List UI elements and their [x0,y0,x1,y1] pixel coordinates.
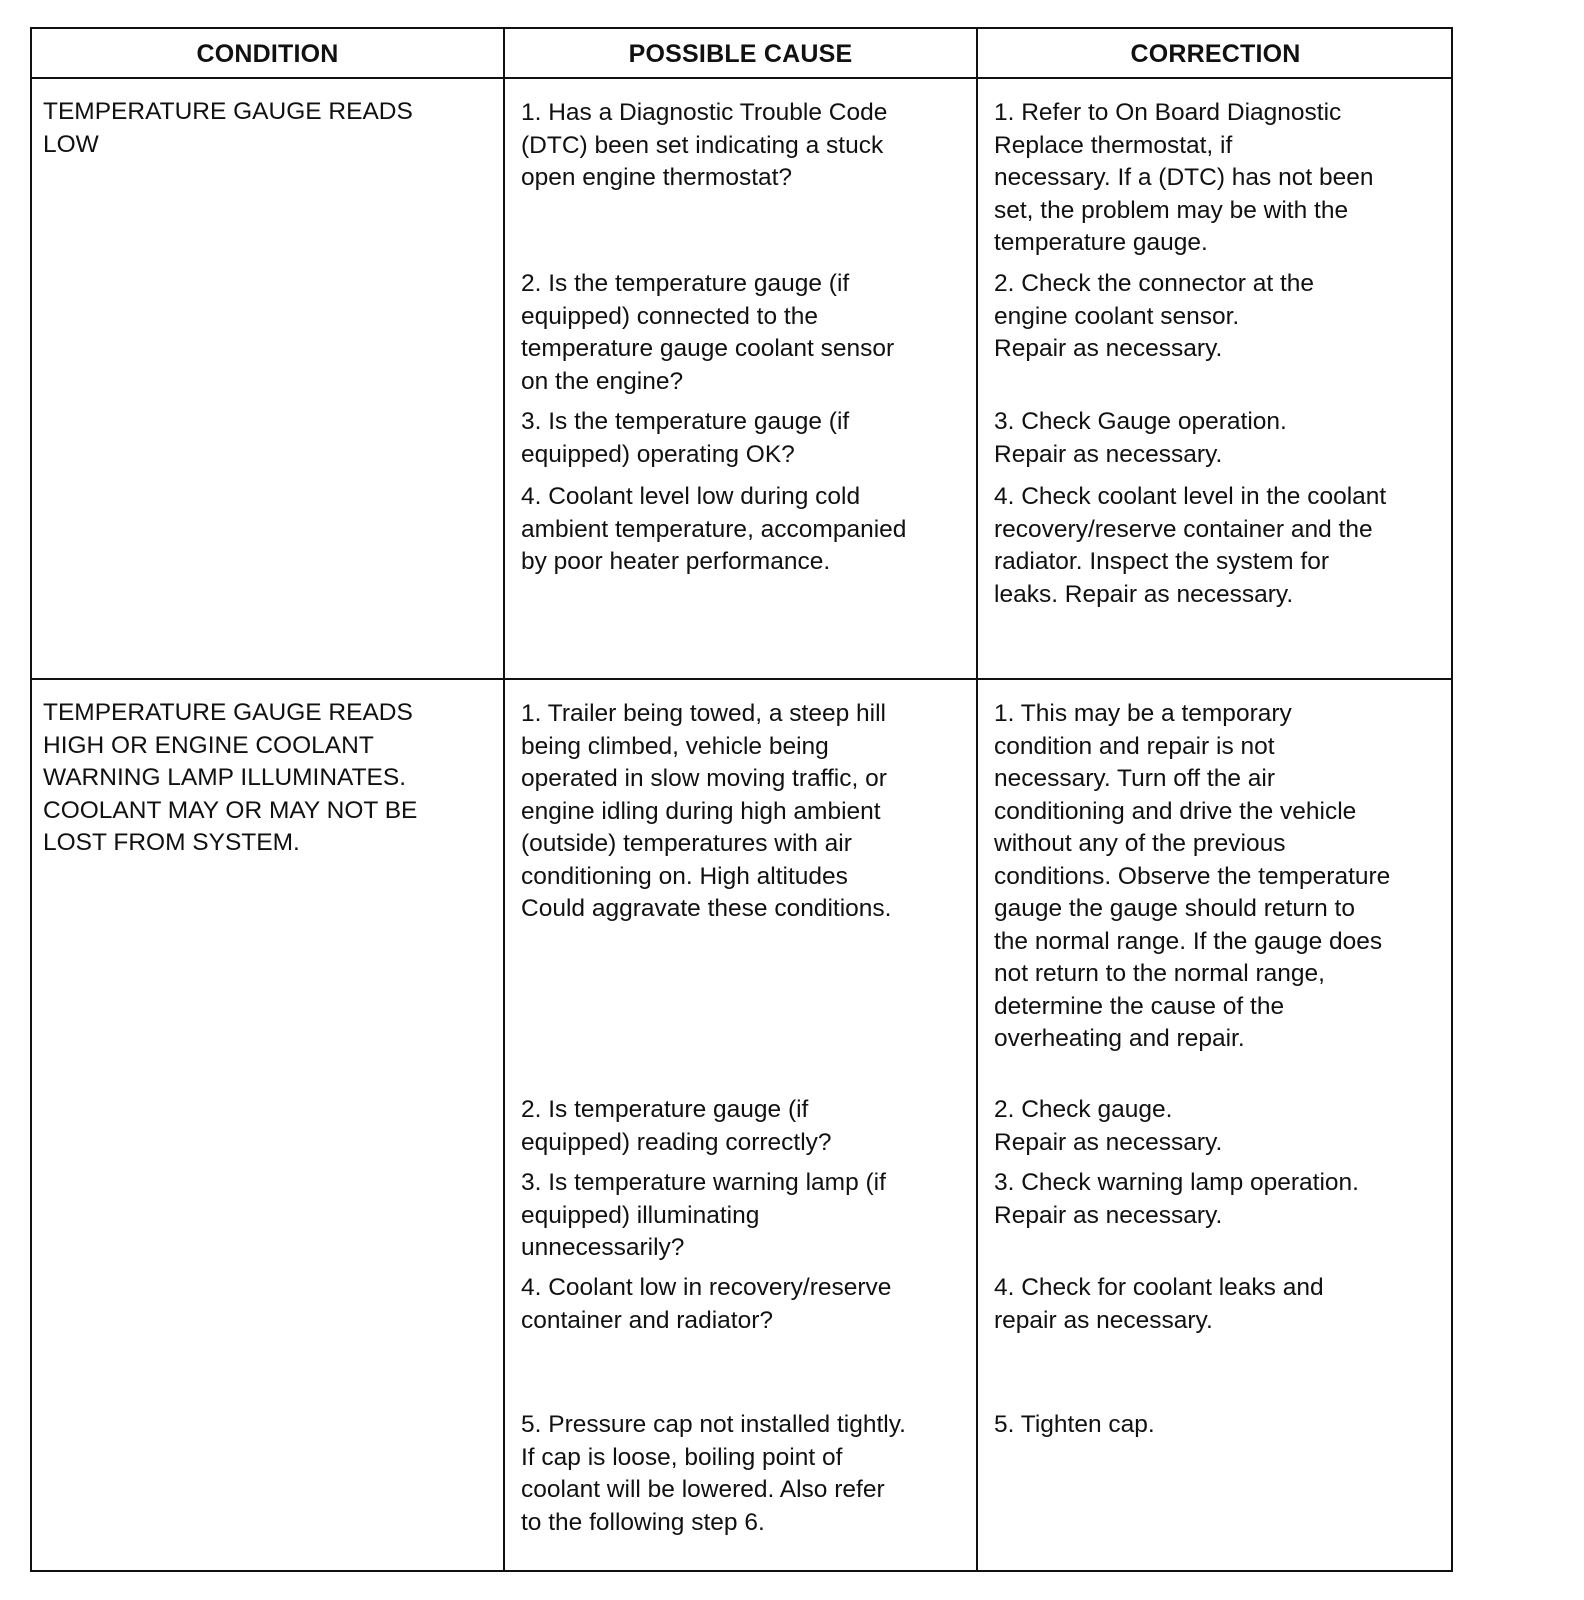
row2-cause-2: 2. Is temperature gauge (if equipped) reading correctly? [521,1096,832,1156]
row1-correction-2: 2. Check the connector at the engine coolant sensor. Repair as necessary. [994,270,1315,362]
row2-cause-4: 4. Coolant low in recovery/reserve container and radiator? [521,1274,892,1334]
row1-correction-3: 3. Check Gauge operation. Repair as necessary. [994,408,1287,468]
row2-condition: TEMPERATURE GAUGE READS HIGH OR ENGINE COOLANT WARNING LAMP ILLUMINATES. COOLANT MAY OR MAY NOT BE LOST FROM SYSTEM. [43,699,418,856]
row1-condition: TEMPERATURE GAUGE READS LOW [43,98,413,158]
row2-cause-5: 5. Pressure cap not installed tightly. If cap is loose, boiling point of coolant will be lowered. Also refer to the following step 6. [521,1411,906,1536]
row-divider [32,678,1451,680]
row2-correction-4: 4. Check for coolant leaks and repair as necessary. [994,1274,1324,1334]
header-correction: CORRECTION [1130,39,1301,68]
row2-correction-5: 5. Tighten cap. [994,1411,1155,1438]
row1-cause-3: 3. Is the temperature gauge (if equipped) operating OK? [521,408,850,468]
row2-correction-1: 1. This may be a temporary condition and repair is not necessary. Turn off the air conditioning and drive the vehicle without any of the previous conditions. Observe the temperature gauge the gauge should return to the normal range. If the gauge does not return to the normal range, determine the cause of the overheating and repair. [994,700,1391,1052]
row2-correction-2: 2. Check gauge. Repair as necessary. [994,1096,1223,1156]
column-divider [976,29,978,1570]
row1-cause-1: 1. Has a Diagnostic Trouble Code (DTC) been set indicating a stuck open engine thermostat? [521,99,888,191]
row2-cause-1: 1. Trailer being towed, a steep hill being climbed, vehicle being operated in slow moving traffic, or engine idling during high ambient (outside) temperatures with air conditioning on. High altitudes Could aggravate these conditions. [521,700,892,922]
row1-correction-4: 4. Check coolant level in the coolant recovery/reserve container and the radiator. Inspect the system for leaks. Repair as necessary. [994,483,1387,608]
row1-cause-2: 2. Is the temperature gauge (if equipped) connected to the temperature gauge coolant sensor on the engine? [521,270,895,395]
row1-cause-4: 4. Coolant level low during cold ambient temperature, accompanied by poor heater performance. [521,483,907,575]
header-condition: CONDITION [196,39,339,68]
row1-correction-1: 1. Refer to On Board Diagnostic Replace thermostat, if necessary. If a (DTC) has not been set, the problem may be with the temperature gauge. [994,99,1374,256]
header-possible-cause: POSSIBLE CAUSE [628,39,853,68]
row2-correction-3: 3. Check warning lamp operation. Repair as necessary. [994,1169,1359,1229]
column-divider [503,29,505,1570]
row2-cause-3: 3. Is temperature warning lamp (if equipped) illuminating unnecessarily? [521,1169,886,1261]
diagnosis-table [30,27,1453,1572]
